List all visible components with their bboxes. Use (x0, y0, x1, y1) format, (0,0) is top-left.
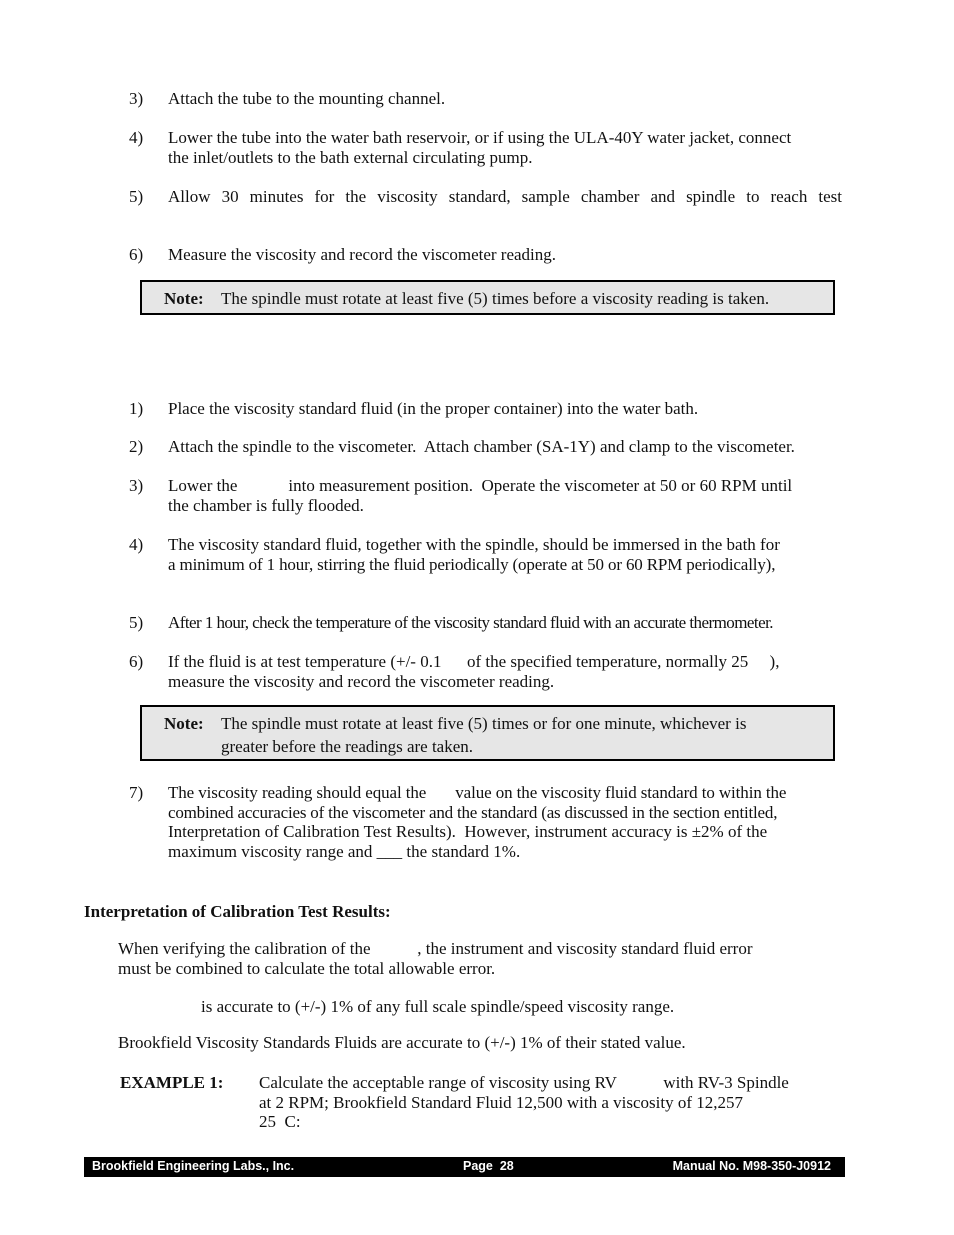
step-5-a (129, 187, 842, 207)
step-4-a (129, 128, 842, 167)
step-text: After 1 hour, check the temperature of the viscosity standard fluid with an accurate thermometer. (168, 613, 773, 632)
note-text: The spindle must rotate at least five (5) times before a viscosity reading is taken. (221, 289, 770, 308)
step-4-b (129, 535, 842, 574)
example-text (259, 1073, 842, 1132)
step-text-line: Lower the tube into the water bath reservoir, or if using the ULA-40Y water jacket, connect (168, 128, 792, 147)
footer-company: Brookfield Engineering Labs., Inc. (92, 1159, 295, 1173)
note-box (140, 280, 835, 315)
step-number: 3) (129, 89, 144, 108)
step-6-a (129, 245, 842, 265)
step-number: 3) (129, 476, 144, 495)
step-number: 6) (129, 652, 144, 671)
step-text-line: Interpretation of Calibration Test Results). However, instrument accuracy is ±2% of the (168, 822, 768, 841)
step-3-b (129, 476, 842, 515)
step-text-line: The viscosity reading should equal the value on the viscosity fluid standard to within the (168, 783, 787, 802)
paragraph-text: Brookfield Viscosity Standards Fluids are accurate to (+/-) 1% of their stated value. (118, 1033, 686, 1052)
step-number: 7) (129, 783, 144, 802)
page-footer (84, 1157, 845, 1177)
paragraph-line: When verifying the calibration of the , the instrument and viscosity standard fluid error (118, 939, 753, 958)
paragraph (201, 997, 901, 1017)
example-line: at 2 RPM; Brookfield Standard Fluid 12,500 with a viscosity of 12,257 (259, 1092, 744, 1112)
step-5-b (129, 613, 842, 633)
step-3-a (129, 89, 842, 109)
step-text-line: The viscosity standard fluid, together with the spindle, should be immersed in the bath for (168, 535, 780, 554)
note-label: Note: (164, 289, 204, 308)
note-text-line: The spindle must rotate at least five (5) times or for one minute, whichever is (221, 714, 747, 733)
step-text-line: combined accuracies of the viscometer and the standard (as discussed in the section entitled, (168, 802, 778, 822)
step-text: Measure the viscosity and record the viscometer reading. (168, 245, 557, 264)
section-heading: Interpretation of Calibration Test Results: (84, 902, 391, 921)
step-text-line: Lower the into measurement position. Operate the viscometer at 50 or 60 RPM until (168, 476, 793, 495)
example-line: Calculate the acceptable range of viscosity using RV with RV-3 Spindle (259, 1073, 789, 1092)
footer-manual-number: Manual No. M98-350-J0912 (672, 1159, 831, 1173)
step-number: 6) (129, 245, 144, 264)
step-number: 4) (129, 535, 144, 554)
note-text-line: greater before the readings are taken. (221, 737, 474, 756)
step-2-b (129, 437, 842, 457)
step-text-line: If the fluid is at test temperature (+/- 0.1 of the specified temperature, normally 25 ), (168, 652, 780, 671)
step-text-line: the inlet/outlets to the bath external circulating pump. (168, 147, 533, 167)
step-number: 2) (129, 437, 144, 456)
step-number: 5) (129, 187, 144, 206)
step-6-b (129, 652, 842, 691)
step-number: 5) (129, 613, 144, 632)
step-text-line: maximum viscosity range and ___ the standard 1%. (168, 841, 521, 861)
note-box (140, 705, 835, 761)
step-text: Place the viscosity standard fluid (in the proper container) into the water bath. (168, 399, 699, 418)
step-text: Allow 30 minutes for the viscosity standard, sample chamber and spindle to reach test (168, 187, 842, 206)
paragraph (118, 939, 818, 978)
paragraph-text: is accurate to (+/-) 1% of any full scale spindle/speed viscosity range. (201, 997, 675, 1016)
example-label: EXAMPLE 1: (120, 1073, 224, 1092)
step-text: Attach the spindle to the viscometer. Attach chamber (SA-1Y) and clamp to the viscometer. (168, 437, 795, 456)
step-text: Attach the tube to the mounting channel. (168, 89, 446, 108)
step-text-line: a minimum of 1 hour, stirring the fluid periodically (operate at 50 or 60 RPM periodically), (168, 554, 776, 574)
paragraph-line: must be combined to calculate the total allowable error. (118, 958, 496, 978)
step-number: 4) (129, 128, 144, 147)
paragraph (118, 1033, 818, 1053)
step-text-line: the chamber is fully flooded. (168, 495, 364, 515)
example-line: 25 C: (259, 1112, 301, 1131)
step-text-line: measure the viscosity and record the viscometer reading. (168, 671, 555, 691)
note-label: Note: (164, 714, 204, 733)
step-1-b (129, 399, 842, 419)
step-number: 1) (129, 399, 144, 418)
step-7-b (129, 783, 842, 861)
footer-page-number: Page 28 (463, 1159, 514, 1173)
